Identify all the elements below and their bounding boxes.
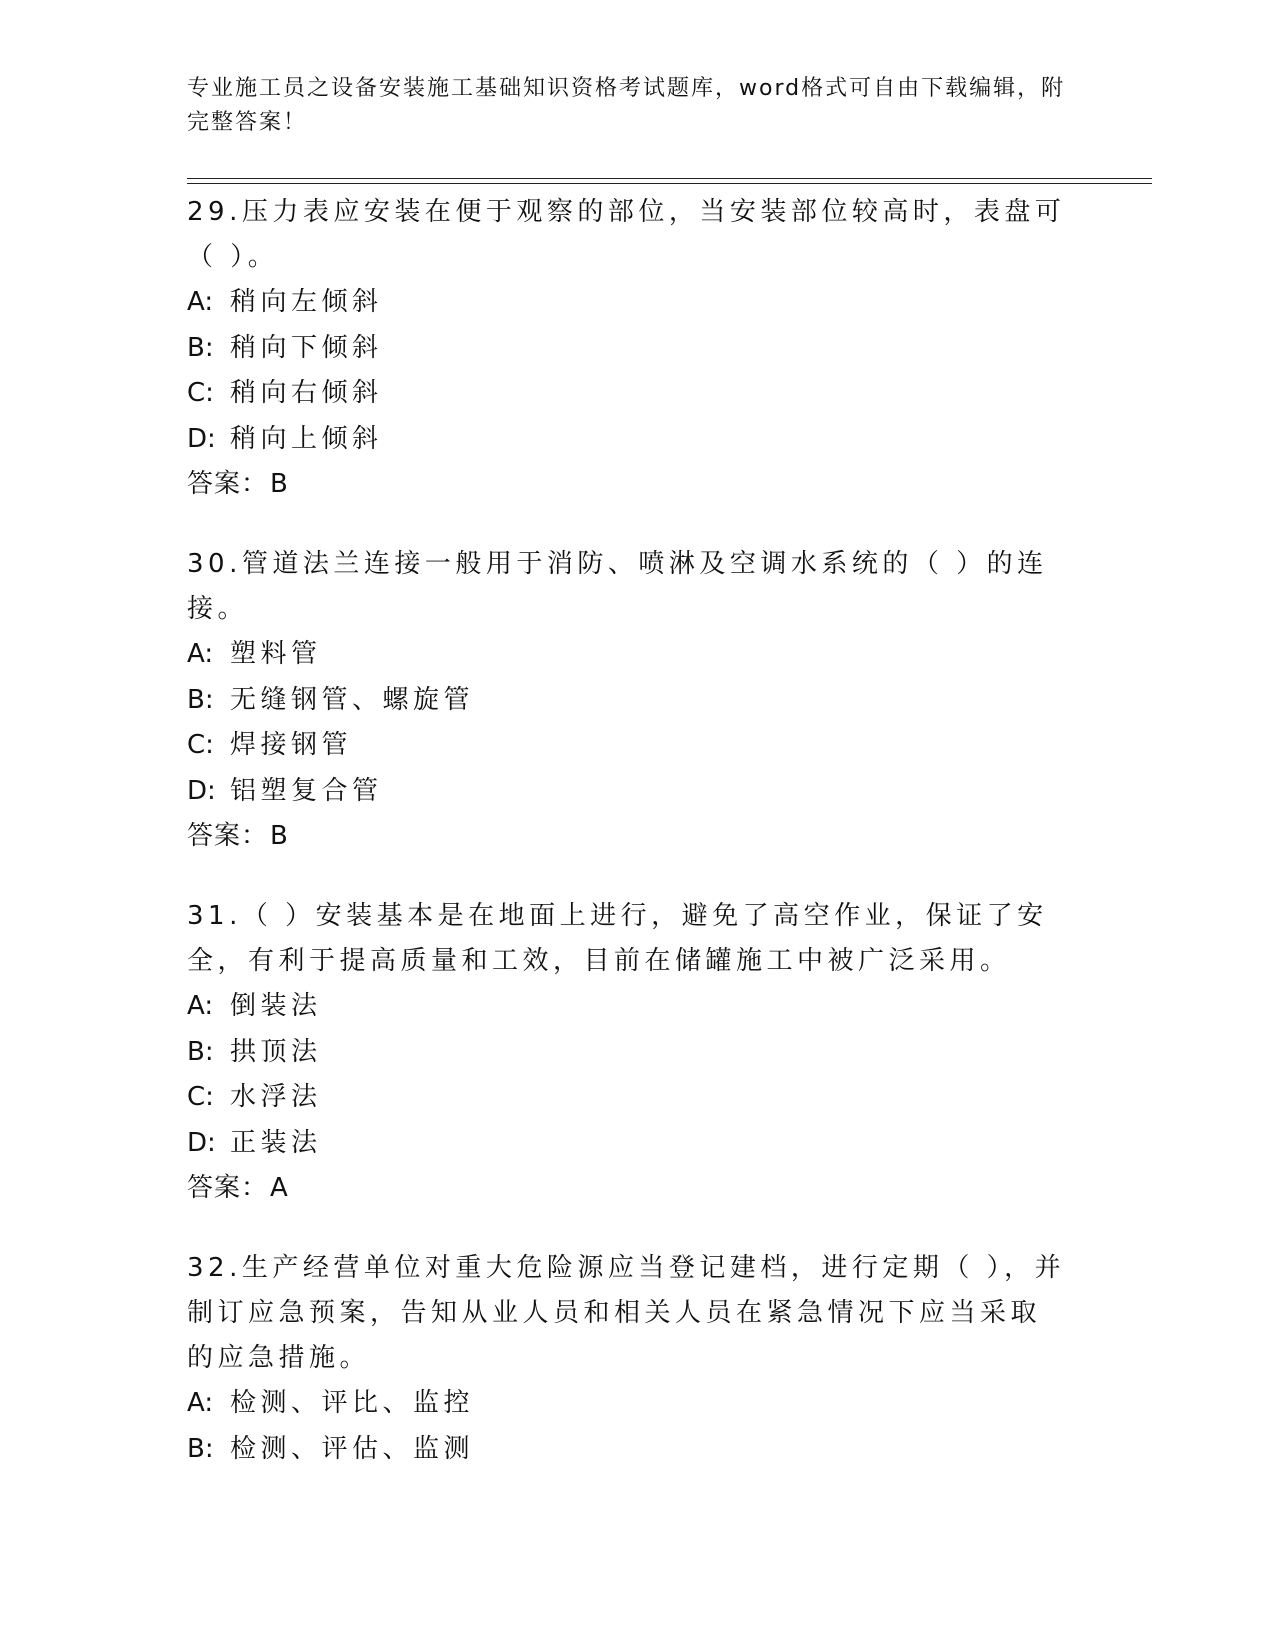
option-text: 塑料管 — [230, 639, 322, 669]
answer-line — [187, 1166, 1067, 1211]
option-a — [187, 1381, 1067, 1427]
answer-value: B — [270, 469, 289, 499]
answer-label: 答案： — [187, 469, 269, 499]
option-text: 稍向下倾斜 — [230, 332, 383, 363]
option-text: 稍向右倾斜 — [230, 378, 383, 408]
option-c — [187, 371, 1067, 417]
option-letter: A: — [187, 1388, 214, 1418]
option-text: 无缝钢管、螺旋管 — [230, 684, 475, 715]
answer-value: A — [270, 1173, 289, 1203]
option-a — [187, 984, 1067, 1030]
question-30 — [187, 542, 1067, 859]
option-d — [187, 417, 1067, 463]
option-letter: C: — [187, 378, 214, 408]
answer-label: 答案： — [187, 821, 269, 851]
answer-line — [187, 814, 1067, 859]
option-text: 稍向左倾斜 — [230, 287, 383, 317]
option-text: 拱顶法 — [230, 1036, 322, 1067]
option-letter: A: — [187, 639, 214, 669]
option-a — [187, 280, 1067, 326]
option-d — [187, 769, 1067, 815]
option-text: 检测、评估、监测 — [230, 1433, 475, 1464]
document-header: 专业施工员之设备安装施工基础知识资格考试题库，word格式可自由下载编辑，附完整答案！ — [187, 76, 1066, 135]
option-d — [187, 1121, 1067, 1167]
question-stem: 32.生产经营单位对重大危险源应当登记建档，进行定期（ ），并制订应急预案，告知从业人员和相关人员在紧急情况下应当采取的应急措施。 — [187, 1253, 1066, 1373]
option-text: 正装法 — [230, 1127, 322, 1158]
option-b — [187, 1030, 1067, 1076]
option-c — [187, 723, 1067, 769]
option-letter: D: — [187, 775, 216, 806]
option-letter: B: — [187, 1036, 214, 1067]
option-a — [187, 632, 1067, 678]
option-letter: D: — [187, 1127, 216, 1158]
option-letter: D: — [187, 423, 216, 454]
question-list — [187, 190, 1067, 1507]
option-text: 倒装法 — [230, 991, 322, 1021]
question-29 — [187, 190, 1067, 507]
option-text: 铝塑复合管 — [230, 775, 383, 806]
option-b — [187, 1427, 1067, 1473]
header-divider-bottom — [187, 183, 1152, 184]
option-letter: C: — [187, 1082, 214, 1112]
option-letter: A: — [187, 287, 214, 317]
option-text: 水浮法 — [230, 1082, 322, 1112]
question-31 — [187, 894, 1067, 1211]
answer-line — [187, 462, 1067, 507]
header-divider-top — [187, 178, 1152, 179]
question-stem: 30.管道法兰连接一般用于消防、喷淋及空调水系统的（ ）的连接。 — [187, 549, 1048, 624]
option-letter: B: — [187, 684, 214, 715]
option-text: 焊接钢管 — [230, 730, 353, 760]
option-letter: B: — [187, 1433, 214, 1464]
option-text: 检测、评比、监控 — [230, 1388, 475, 1418]
option-b — [187, 326, 1067, 372]
option-text: 稍向上倾斜 — [230, 423, 383, 454]
answer-label: 答案： — [187, 1173, 269, 1203]
option-letter: C: — [187, 730, 214, 760]
option-b — [187, 678, 1067, 724]
option-letter: B: — [187, 332, 214, 363]
question-32 — [187, 1246, 1067, 1472]
question-stem: 29.压力表应安装在便于观察的部位，当安装部位较高时，表盘可（ ）。 — [187, 197, 1066, 272]
answer-value: B — [270, 821, 289, 851]
question-stem: 31.（ ）安装基本是在地面上进行，避免了高空作业，保证了安全，有利于提高质量和工效，目前在储罐施工中被广泛采用。 — [187, 901, 1048, 976]
option-c — [187, 1075, 1067, 1121]
option-letter: A: — [187, 991, 214, 1021]
